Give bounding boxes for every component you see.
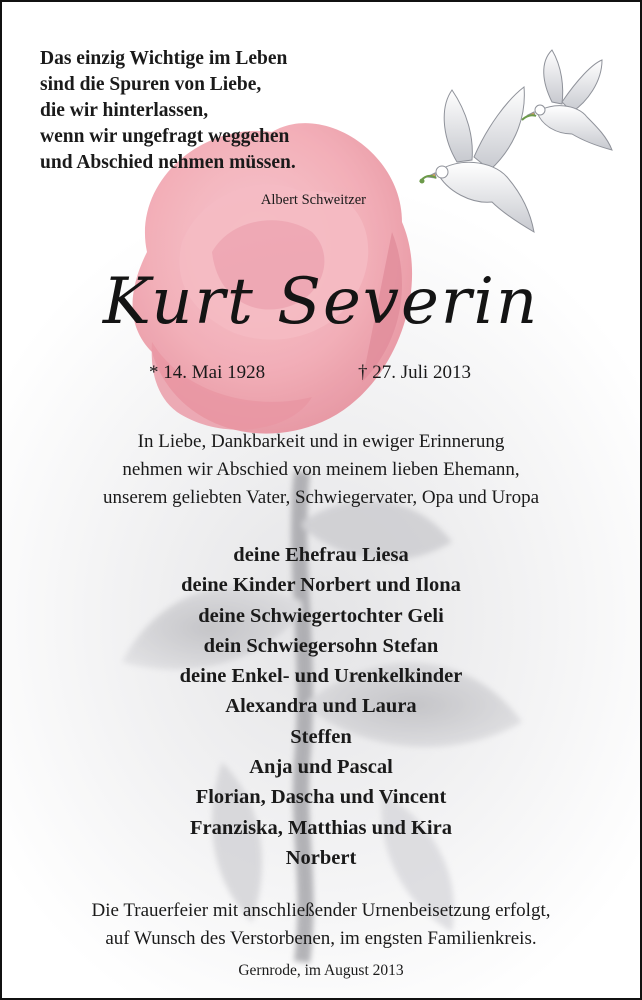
ceremony-line: auf Wunsch des Verstorbenen, im engsten Familienkreis.: [105, 928, 537, 949]
quote-line: sind die Spuren von Liebe,: [40, 74, 262, 95]
mourner-line: Steffen: [290, 725, 352, 748]
mourner-line: Alexandra und Laura: [225, 695, 417, 718]
mourner-line: deine Schwiegertochter Geli: [198, 604, 444, 627]
intro-text: [2, 428, 640, 512]
mourner-line: dein Schwiegersohn Stefan: [203, 634, 439, 657]
quote-line: Das einzig Wichtige im Leben: [40, 48, 288, 69]
quote-line: wenn wir ungefragt weggehen: [40, 126, 290, 147]
mourner-line: Anja und Pascal: [249, 756, 393, 779]
ceremony-line: Die Trauerfeier mit anschließender Urnenbeisetzung erfolgt,: [91, 900, 551, 921]
birth-date: * 14. Mai 1928: [149, 362, 266, 383]
place-and-date: Gernrode, im August 2013: [238, 962, 404, 979]
ceremony-notice: [2, 897, 640, 953]
mourner-line: deine Enkel- und Urenkelkinder: [179, 665, 463, 688]
mourner-line: Florian, Dascha und Vincent: [195, 786, 447, 809]
mourner-line: deine Kinder Norbert und Ilona: [181, 574, 461, 597]
doves-icon: [412, 42, 622, 252]
deceased-name: Kurt Severin: [102, 265, 540, 339]
mourner-line: Norbert: [285, 846, 357, 869]
intro-line: nehmen wir Abschied von meinem lieben Ehemann,: [122, 459, 520, 480]
quote-line: die wir hinterlassen,: [40, 100, 209, 121]
mourner-line: Franziska, Matthias und Kira: [190, 816, 452, 839]
quote-block: [40, 46, 380, 208]
quote-line: und Abschied nehmen müssen.: [40, 152, 296, 173]
quote-author: Albert Schweitzer: [260, 192, 366, 208]
mourners-list: [2, 540, 640, 873]
intro-line: In Liebe, Dankbarkeit und in ewiger Erinnerung: [137, 431, 505, 452]
mourner-line: deine Ehefrau Liesa: [233, 544, 409, 566]
intro-line: unserem geliebten Vater, Schwiegervater, Opa und Uropa: [102, 487, 540, 508]
death-date: † 27. Juli 2013: [358, 362, 471, 383]
